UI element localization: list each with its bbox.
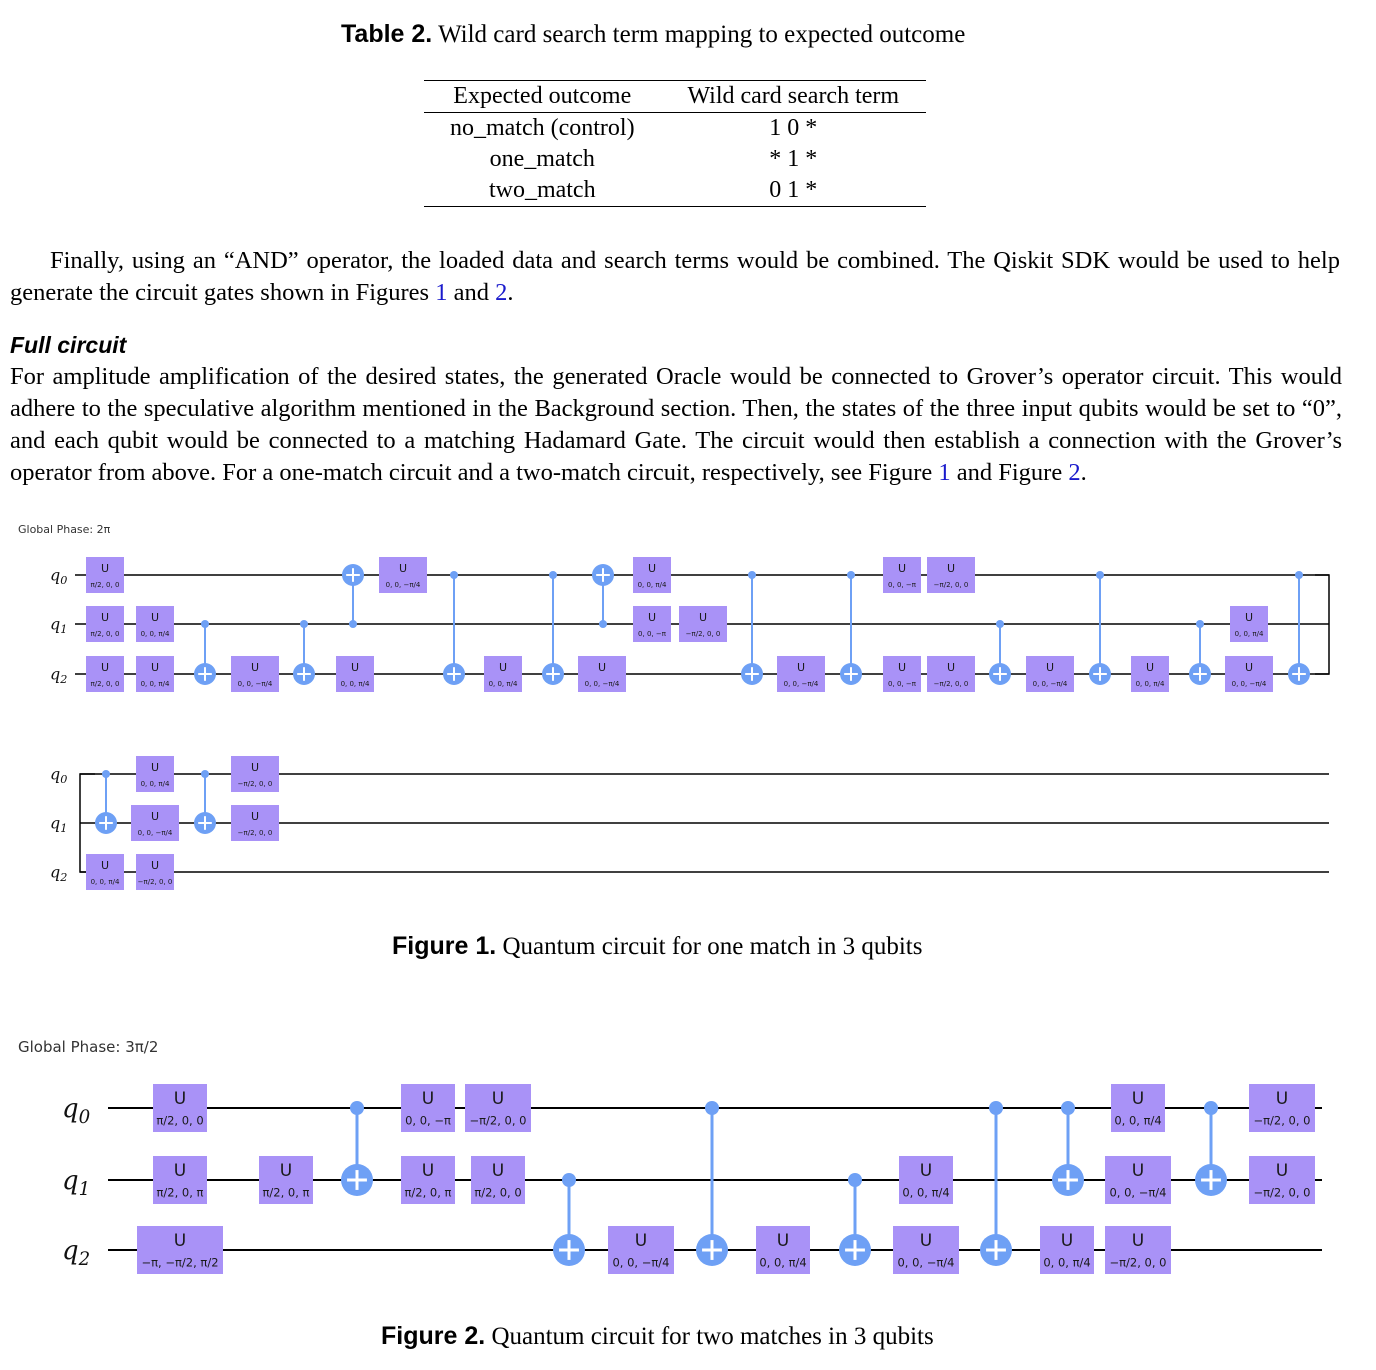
qubit-index: 2 <box>60 673 68 687</box>
table-title: Wild card search term mapping to expected outcome <box>438 21 966 48</box>
u-gate-params: 0, 0, π/4 <box>340 680 370 689</box>
u-gate-params: 0, 0, π/4 <box>1114 1113 1162 1128</box>
u-gate-label: U <box>597 661 607 675</box>
u-gate-params: π/2, 0, 0 <box>90 680 120 689</box>
figure2-label: Figure 2. <box>381 1322 486 1350</box>
u-gate-params: 0, 0, π/4 <box>759 1255 807 1270</box>
u-gate-label: U <box>1244 611 1254 625</box>
u-gate-params: 0, 0, π/4 <box>140 630 170 639</box>
qubit-index: 1 <box>60 822 68 836</box>
u-gate-params: −π/2, 0, 0 <box>1253 1113 1311 1128</box>
u-gate-label: U <box>897 661 907 675</box>
u-gate-label: U <box>698 611 708 625</box>
u-gate-label: U <box>1131 1161 1145 1182</box>
u-gate-params: −π/2, 0, 0 <box>685 630 721 639</box>
u-gate-params: 0, 0, −π/4 <box>584 680 620 689</box>
u-gate-params: −π/2, 0, 0 <box>933 581 969 590</box>
table-header-row <box>424 81 926 113</box>
u-gate-params: 0, 0, π/4 <box>1135 680 1165 689</box>
figure1-circuit-bottom <box>50 756 1329 890</box>
paragraph-text: . <box>1080 459 1087 486</box>
table-cell: 0 1 * <box>769 177 818 203</box>
u-gate-params: 0, 0, −π/4 <box>137 829 173 838</box>
u-gate-params: 0, 0, −π <box>888 581 916 590</box>
u-gate-label: U <box>150 810 160 824</box>
u-gate-params: 0, 0, −π/4 <box>1032 680 1068 689</box>
qubit-index: 1 <box>78 1178 91 1200</box>
figure1-circuit-top <box>50 557 1329 692</box>
u-gate-label: U <box>250 661 260 675</box>
u-gate-label: U <box>100 661 110 675</box>
u-gate-params: 0, 0, π/4 <box>902 1185 950 1200</box>
u-gate-label: U <box>1145 661 1155 675</box>
qubit-label: $q_0$ <box>62 1094 91 1128</box>
u-gate-label: U <box>150 859 160 873</box>
u-gate-params: 0, 0, π/4 <box>1043 1255 1091 1270</box>
table-header: Expected outcome <box>453 83 632 109</box>
qubit-label: $q_2$ <box>50 664 68 687</box>
u-gate-params: 0, 0, −π <box>638 630 666 639</box>
qubit-index: 0 <box>60 773 68 787</box>
u-gate-label: U <box>491 1089 505 1110</box>
u-gate-params: 0, 0, −π/4 <box>1109 1185 1167 1200</box>
paragraph-text: and <box>447 279 496 306</box>
u-gate-label: U <box>946 661 956 675</box>
qubit-label: $q_2$ <box>50 862 68 885</box>
u-gate-params: −π/2, 0, 0 <box>469 1113 527 1128</box>
u-gate-params: −π/2, 0, 0 <box>137 878 173 887</box>
control-dot <box>562 1173 576 1187</box>
u-gate-label: U <box>1131 1231 1145 1252</box>
u-gate-label: U <box>776 1231 790 1252</box>
control-dot <box>989 1101 1003 1115</box>
table-cell: no_match (control) <box>449 115 635 141</box>
u-gate-label: U <box>150 611 160 625</box>
table-row <box>424 144 926 175</box>
u-gate-params: 0, 0, −π/4 <box>897 1255 955 1270</box>
u-gate-params: 0, 0, π/4 <box>488 680 518 689</box>
u-gate-label: U <box>1275 1089 1289 1110</box>
u-gate-label: U <box>100 859 110 873</box>
figure1-label: Figure 1. <box>392 932 497 960</box>
paragraph-text: and Figure <box>950 459 1069 486</box>
paragraph-text: For amplitude amplification of the desired states, the generated Oracle would be connected to Grover’s operator circuit. This would adhere to the speculative algorithm mentioned in the Background section. Then, the states of the three input qubits would be set to “0”, and each qubit would be connected to a matching Hadamard Gate. The circuit would then establish a connection with the Grover’s operator from above. For a one-match circuit and a two-match circuit, respectively, see Figure <box>10 363 1342 486</box>
u-gate-params: π/2, 0, 0 <box>90 630 120 639</box>
control-dot <box>102 770 110 778</box>
u-gate-label: U <box>250 810 260 824</box>
qubit-index: 2 <box>60 871 68 885</box>
u-gate-label: U <box>421 1161 435 1182</box>
paragraph-intro <box>10 245 1340 309</box>
u-gate-params: 0, 0, −π <box>405 1113 451 1128</box>
u-gate-params: −π, −π/2, π/2 <box>141 1255 219 1270</box>
u-gate-params: −π/2, 0, 0 <box>237 780 273 789</box>
u-gate-label: U <box>919 1231 933 1252</box>
u-gate-params: 0, 0, −π/4 <box>612 1255 670 1270</box>
control-dot <box>848 1173 862 1187</box>
control-dot <box>1096 571 1104 579</box>
qubit-label: $q_1$ <box>50 813 68 836</box>
u-gate-params: 0, 0, π/4 <box>140 780 170 789</box>
table-cell: one_match <box>489 146 595 172</box>
figure-link[interactable]: 1 <box>435 279 448 306</box>
u-gate-label: U <box>173 1089 187 1110</box>
table-header: Wild card search term <box>687 83 900 109</box>
u-gate-label: U <box>647 562 657 576</box>
table-caption <box>341 20 965 49</box>
u-gate-label: U <box>1244 661 1254 675</box>
u-gate-params: 0, 0, −π/4 <box>237 680 273 689</box>
mapping-table <box>424 80 926 207</box>
u-gate-label: U <box>398 562 408 576</box>
u-gate-label: U <box>1131 1089 1145 1110</box>
u-gate-params: π/2, 0, 0 <box>90 581 120 590</box>
table-cell: * 1 * <box>769 146 818 172</box>
u-gate-params: π/2, 0, 0 <box>156 1113 204 1128</box>
u-gate-label: U <box>279 1161 293 1182</box>
paragraph-text: . <box>507 279 514 306</box>
control-dot <box>300 620 308 628</box>
u-gate-label: U <box>647 611 657 625</box>
u-gate-label: U <box>150 661 160 675</box>
table-cell: two_match <box>488 177 596 203</box>
figure-link[interactable]: 2 <box>1068 459 1081 486</box>
u-gate-params: −π/2, 0, 0 <box>933 680 969 689</box>
u-gate-label: U <box>946 562 956 576</box>
u-gate-label: U <box>1060 1231 1074 1252</box>
u-gate-params: 0, 0, π/4 <box>1234 630 1264 639</box>
figure1-caption-text: Quantum circuit for one match in 3 qubits <box>502 933 923 960</box>
paragraph-text: Finally, using an “AND” operator, the loaded data and search terms would be combined. The Qiskit SDK would be used to help generate the circuit gates shown in Figures <box>10 247 1340 306</box>
figure2-global-phase: Global Phase: 3π/2 <box>18 1038 159 1056</box>
u-gate-label: U <box>173 1231 187 1252</box>
control-dot <box>549 571 557 579</box>
control-dot <box>450 571 458 579</box>
u-gate-label: U <box>421 1089 435 1110</box>
u-gate-label: U <box>250 761 260 775</box>
u-gate-params: −π/2, 0, 0 <box>1253 1185 1311 1200</box>
control-dot <box>201 770 209 778</box>
table-row <box>424 175 926 207</box>
table-label: Table 2. <box>341 20 433 48</box>
qubit-label: $q_2$ <box>62 1236 91 1270</box>
control-dot <box>201 620 209 628</box>
u-gate-params: π/2, 0, π <box>262 1185 310 1200</box>
table-row <box>424 113 926 145</box>
control-dot <box>705 1101 719 1115</box>
figure-link[interactable]: 2 <box>495 279 508 306</box>
control-dot <box>349 620 357 628</box>
control-dot <box>1196 620 1204 628</box>
table-cell: 1 0 * <box>769 115 818 141</box>
control-dot <box>996 620 1004 628</box>
u-gate-label: U <box>634 1231 648 1252</box>
qubit-index: 0 <box>78 1106 91 1128</box>
u-gate-label: U <box>100 611 110 625</box>
u-gate-label: U <box>498 661 508 675</box>
u-gate-label: U <box>1275 1161 1289 1182</box>
u-gate-params: 0, 0, −π/4 <box>1231 680 1267 689</box>
qubit-index: 2 <box>78 1248 91 1270</box>
u-gate-label: U <box>796 661 806 675</box>
control-dot <box>1061 1101 1075 1115</box>
control-dot <box>350 1101 364 1115</box>
u-gate-label: U <box>100 562 110 576</box>
u-gate-params: 0, 0, π/4 <box>90 878 120 887</box>
control-dot <box>1295 571 1303 579</box>
u-gate-params: 0, 0, π/4 <box>637 581 667 590</box>
u-gate-params: 0, 0, π/4 <box>140 680 170 689</box>
figure2-circuit <box>62 1084 1322 1274</box>
u-gate-label: U <box>150 761 160 775</box>
u-gate-params: 0, 0, −π/4 <box>783 680 819 689</box>
figure1-caption <box>392 932 922 961</box>
section-heading: Full circuit <box>10 332 127 358</box>
u-gate-label: U <box>897 562 907 576</box>
qubit-index: 0 <box>60 574 68 588</box>
figure-link[interactable]: 1 <box>938 459 951 486</box>
u-gate-label: U <box>1045 661 1055 675</box>
paragraph-full-circuit <box>10 361 1342 489</box>
qubit-index: 1 <box>60 623 68 637</box>
figure2-caption <box>381 1322 934 1351</box>
u-gate-label: U <box>173 1161 187 1182</box>
u-gate-params: π/2, 0, π <box>156 1185 204 1200</box>
u-gate-label: U <box>491 1161 505 1182</box>
u-gate-params: −π/2, 0, 0 <box>1109 1255 1167 1270</box>
u-gate-params: 0, 0, −π/4 <box>385 581 421 590</box>
qubit-label: $q_0$ <box>50 565 68 588</box>
u-gate-params: π/2, 0, π <box>404 1185 452 1200</box>
u-gate-params: π/2, 0, 0 <box>474 1185 522 1200</box>
figure2-caption-text: Quantum circuit for two matches in 3 qubits <box>491 1323 934 1350</box>
u-gate-params: 0, 0, −π <box>888 680 916 689</box>
control-dot <box>847 571 855 579</box>
control-dot <box>748 571 756 579</box>
figure1-global-phase: Global Phase: 2π <box>18 523 111 536</box>
qubit-label: $q_1$ <box>50 614 68 637</box>
circuit-diagrams <box>0 540 1376 1290</box>
control-dot <box>599 620 607 628</box>
u-gate-label: U <box>919 1161 933 1182</box>
control-dot <box>1204 1101 1218 1115</box>
qubit-label: $q_0$ <box>50 764 68 787</box>
qubit-label: $q_1$ <box>62 1166 91 1200</box>
u-gate-params: −π/2, 0, 0 <box>237 829 273 838</box>
u-gate-label: U <box>350 661 360 675</box>
